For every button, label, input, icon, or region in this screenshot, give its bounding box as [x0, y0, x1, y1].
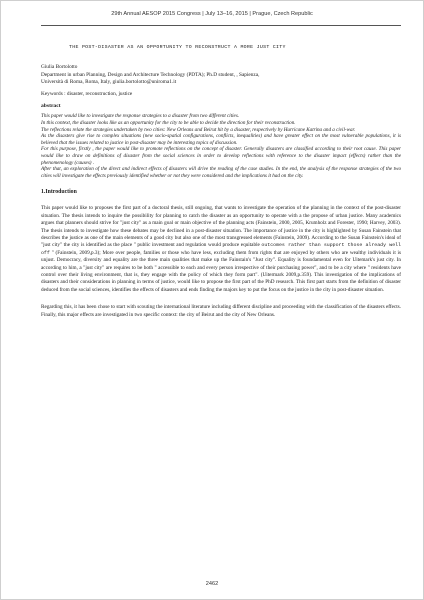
- running-header: 29th Annual AESOP 2015 Congress | July 13–16, 2015 | Prague, Czech Republic: [111, 11, 313, 17]
- abstract-paragraph: As the disasters give rise to complex situations (new socio-spatial configurations, conflicts, inequalities) and have greater effect on the most vulnerable populations, it is believed that the issues related to justice in post-disaster may be interesting topics of discussion.: [41, 133, 401, 146]
- intro-text-part: " (Fainstein, 2009,p.3); More over people, families or those who have less, excluding them from rights that are enjoyed by others who are wealthy individuals it is unjust. Democracy, diversity and equality are the three main qualities that make up the Fainstain's "Just city". Equality is foundamental even for Uitemark's just city. In according to him, a "just city" are requires to be both " accessible to each and every person irrespective of their purchasing power", and to be a city where " residents have control over their living environment, that is, they engage with the policy of which they form part". (Uitermark 2009,p.359). This investigation of the implications of disasters and their considerations in planning in terms of justice, would like to propose the first part of the PhD research. This first part starts from the definition of disaster deduced from the social sciences, identifies the effects of disasters and ends finding the majors key to put the focus on the justice in the city in post-disaster situation.: [41, 249, 402, 293]
- abstract-body: [41, 113, 401, 179]
- abstract-paragraph: This paper would like to investigate the response strategies to a disaster from two different cities.: [41, 113, 240, 120]
- abstract-paragraph: For this purpose, firstly , the paper would like to promote reflections on the concept of disaster. Generally disasters are classified according to their root cause. This paper would like to draw on definitions of disaster from the social sciences in order to develop reflections with reference to the disaster impact (effects) rather than the phenomenology (causes) .: [41, 146, 401, 166]
- intro-quote-monospace: outcomes rather than support those already well off: [41, 243, 401, 256]
- page-content: [41, 35, 401, 319]
- abstract-paragraph: After that, an exploration of the direct and indirect effects of disasters will drive the reading of the case studies. In the end, the analysis of the response strategies of the two cities will investigate the effects previously identified whether or not they were considered and the implications it had on the city.: [41, 166, 401, 179]
- introduction-paragraph: [41, 205, 401, 294]
- author-affiliation: [41, 72, 401, 86]
- introduction-paragraph: Regarding this, it has been chose to start with scouting the international literature including different discipline and proceeding with the classification of the disasters effects. Finally, this major effects are investigated in two specific context: the city of Beirut and the city of New Orleans.: [41, 304, 401, 318]
- paper-title: THE POST-DISASTER AS AN OPPORTUNITY TO RECONSTRUCT A MORE JUST CITY: [69, 45, 286, 50]
- intro-text-part: This paper would like to proposes the first part of a doctoral thesis, still ongoing, that wants to investigate the operation of the planning in the context of the post-disaster situation. The thesis intends to inquire the possibility for planning to catch the disaster as an opportunity to operate with a the propose of urban justice. Many academics argues that planners should strive for "just city" as a main goal or main objective of the planning acts (Fainstein, 2000, 2005, Krumholz and Forester, 1990; Harvey, 2003). The thesis intends to investigate how these debates may be declined in a post-disaster situation. The importance of justice in the city is highlighted by Susan Fainstein that describes the justice as one of the main elements of a good city but also one of the most transgressed elements (Fainstein, 2009). According to the Susan Fainstein's ideal of "just city" the city is identified as the place " public investment and regulation would produce equitable: [41, 205, 401, 249]
- page-number: 2462: [205, 581, 219, 587]
- keywords: Keywords : disaster, reconstruction, justice: [41, 91, 133, 98]
- section-heading-introduction: 1.Introduction: [41, 189, 77, 196]
- affiliation-line: Department in urban Planning, Design and Architecture Technology (PDTA); Ph.D student, , Sapienza,: [41, 72, 260, 78]
- abstract-heading: abstract: [41, 103, 61, 110]
- author-name: Giulia Bortolotto: [41, 64, 78, 70]
- abstract-paragraph: In this context, the disaster looks like as an opportunity for the city to be able to decide the direction for their reconstruction.: [41, 120, 296, 126]
- abstract-paragraph: The reflections relate the strategies undertaken by two cities: New Orleans and Beirut hit by a disaster, respectively by Hurricane Katrina and a civil-war.: [41, 126, 356, 133]
- header-divider: [41, 25, 401, 26]
- affiliation-line: Università di Roma, Roma, Italy, giulia.bortolotto@uniroma1.it: [41, 79, 177, 86]
